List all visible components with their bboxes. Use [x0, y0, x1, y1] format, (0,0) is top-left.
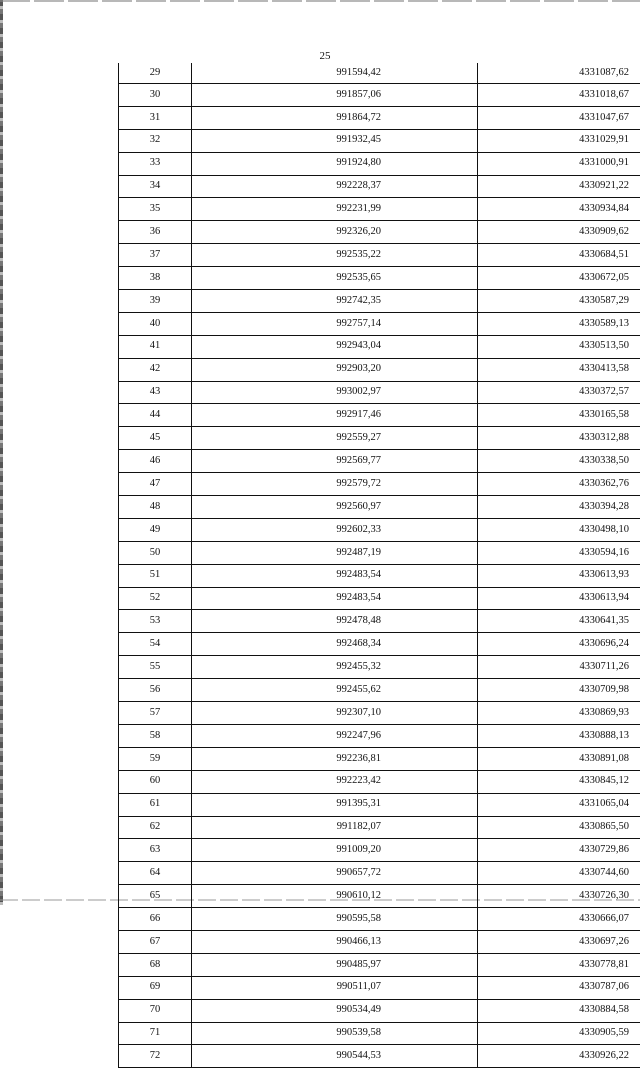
y-coordinate-cell: 4330394,28 — [478, 496, 640, 519]
table-row — [119, 496, 640, 519]
y-coordinate-cell: 4330697,26 — [478, 930, 640, 953]
table-row — [119, 702, 640, 725]
page-number: 25 — [300, 50, 350, 62]
point-number-cell: 53 — [119, 610, 192, 633]
x-coordinate-cell: 991924,80 — [192, 152, 478, 175]
point-number-cell: 60 — [119, 770, 192, 793]
y-coordinate-cell: 4330744,60 — [478, 862, 640, 885]
point-number-cell: 34 — [119, 175, 192, 198]
x-coordinate-cell: 991009,20 — [192, 839, 478, 862]
point-number-cell: 37 — [119, 244, 192, 267]
x-coordinate-cell: 990657,72 — [192, 862, 478, 885]
x-coordinate-cell: 992307,10 — [192, 702, 478, 725]
y-coordinate-cell: 4330587,29 — [478, 290, 640, 313]
x-coordinate-cell: 992535,65 — [192, 267, 478, 290]
y-coordinate-cell: 4330869,93 — [478, 702, 640, 725]
table-row — [119, 63, 640, 84]
table-row — [119, 976, 640, 999]
table-row — [119, 656, 640, 679]
coordinates-table — [118, 63, 640, 1068]
x-coordinate-cell: 992478,48 — [192, 610, 478, 633]
table-row — [119, 541, 640, 564]
x-coordinate-cell: 992742,35 — [192, 290, 478, 313]
x-coordinate-cell: 992231,99 — [192, 198, 478, 221]
point-number-cell: 39 — [119, 290, 192, 313]
x-coordinate-cell: 992903,20 — [192, 358, 478, 381]
y-coordinate-cell: 4330589,13 — [478, 312, 640, 335]
x-coordinate-cell: 992455,32 — [192, 656, 478, 679]
point-number-cell: 55 — [119, 656, 192, 679]
point-number-cell: 69 — [119, 976, 192, 999]
y-coordinate-cell: 4330666,07 — [478, 908, 640, 931]
y-coordinate-cell: 4330865,50 — [478, 816, 640, 839]
y-coordinate-cell: 4330905,59 — [478, 1022, 640, 1045]
x-coordinate-cell: 992236,81 — [192, 747, 478, 770]
y-coordinate-cell: 4330891,08 — [478, 747, 640, 770]
point-number-cell: 32 — [119, 129, 192, 152]
point-number-cell: 68 — [119, 953, 192, 976]
x-coordinate-cell: 991395,31 — [192, 793, 478, 816]
point-number-cell: 62 — [119, 816, 192, 839]
table-row — [119, 724, 640, 747]
point-number-cell: 71 — [119, 1022, 192, 1045]
point-number-cell: 33 — [119, 152, 192, 175]
x-coordinate-cell: 990544,53 — [192, 1045, 478, 1068]
x-coordinate-cell: 992247,96 — [192, 724, 478, 747]
point-number-cell: 61 — [119, 793, 192, 816]
y-coordinate-cell: 4330778,81 — [478, 953, 640, 976]
table-row — [119, 999, 640, 1022]
x-coordinate-cell: 992579,72 — [192, 473, 478, 496]
table-row — [119, 770, 640, 793]
x-coordinate-cell: 991182,07 — [192, 816, 478, 839]
x-coordinate-cell: 992560,97 — [192, 496, 478, 519]
y-coordinate-cell: 4330696,24 — [478, 633, 640, 656]
point-number-cell: 58 — [119, 724, 192, 747]
y-coordinate-cell: 4330888,13 — [478, 724, 640, 747]
x-coordinate-cell: 992468,34 — [192, 633, 478, 656]
point-number-cell: 56 — [119, 679, 192, 702]
y-coordinate-cell: 4330711,26 — [478, 656, 640, 679]
table-row — [119, 793, 640, 816]
point-number-cell: 44 — [119, 404, 192, 427]
scan-edge-top — [0, 0, 640, 2]
x-coordinate-cell: 992483,54 — [192, 564, 478, 587]
table-row — [119, 221, 640, 244]
table-row — [119, 152, 640, 175]
point-number-cell: 57 — [119, 702, 192, 725]
point-number-cell: 43 — [119, 381, 192, 404]
table-row — [119, 816, 640, 839]
x-coordinate-cell: 992757,14 — [192, 312, 478, 335]
x-coordinate-cell: 992569,77 — [192, 450, 478, 473]
point-number-cell: 38 — [119, 267, 192, 290]
point-number-cell: 48 — [119, 496, 192, 519]
point-number-cell: 47 — [119, 473, 192, 496]
y-coordinate-cell: 4330594,16 — [478, 541, 640, 564]
y-coordinate-cell: 4330845,12 — [478, 770, 640, 793]
table-row — [119, 885, 640, 908]
point-number-cell: 51 — [119, 564, 192, 587]
x-coordinate-cell: 992487,19 — [192, 541, 478, 564]
y-coordinate-cell: 4331029,91 — [478, 129, 640, 152]
table-row — [119, 633, 640, 656]
point-number-cell: 66 — [119, 908, 192, 931]
y-coordinate-cell: 4330672,05 — [478, 267, 640, 290]
table-row — [119, 290, 640, 313]
table-row — [119, 244, 640, 267]
table-row — [119, 953, 640, 976]
x-coordinate-cell: 992455,62 — [192, 679, 478, 702]
y-coordinate-cell: 4330926,22 — [478, 1045, 640, 1068]
y-coordinate-cell: 4330362,76 — [478, 473, 640, 496]
y-coordinate-cell: 4330921,22 — [478, 175, 640, 198]
table-row — [119, 358, 640, 381]
table-row — [119, 450, 640, 473]
x-coordinate-cell: 990610,12 — [192, 885, 478, 908]
table-row — [119, 839, 640, 862]
x-coordinate-cell: 992602,33 — [192, 518, 478, 541]
y-coordinate-cell: 4330726,30 — [478, 885, 640, 908]
table-row — [119, 473, 640, 496]
point-number-cell: 49 — [119, 518, 192, 541]
point-number-cell: 45 — [119, 427, 192, 450]
x-coordinate-cell: 990485,97 — [192, 953, 478, 976]
table-row — [119, 518, 640, 541]
x-coordinate-cell: 992228,37 — [192, 175, 478, 198]
point-number-cell: 46 — [119, 450, 192, 473]
y-coordinate-cell: 4330641,35 — [478, 610, 640, 633]
x-coordinate-cell: 991864,72 — [192, 106, 478, 129]
y-coordinate-cell: 4331000,91 — [478, 152, 640, 175]
table-row — [119, 84, 640, 107]
y-coordinate-cell: 4330613,93 — [478, 564, 640, 587]
y-coordinate-cell: 4331087,62 — [478, 63, 640, 84]
y-coordinate-cell: 4330909,62 — [478, 221, 640, 244]
table-row — [119, 106, 640, 129]
y-coordinate-cell: 4330613,94 — [478, 587, 640, 610]
point-number-cell: 70 — [119, 999, 192, 1022]
y-coordinate-cell: 4330413,58 — [478, 358, 640, 381]
table-row — [119, 1045, 640, 1068]
y-coordinate-cell: 4331047,67 — [478, 106, 640, 129]
point-number-cell: 30 — [119, 84, 192, 107]
x-coordinate-cell: 992483,54 — [192, 587, 478, 610]
table-row — [119, 587, 640, 610]
y-coordinate-cell: 4330498,10 — [478, 518, 640, 541]
y-coordinate-cell: 4330709,98 — [478, 679, 640, 702]
point-number-cell: 54 — [119, 633, 192, 656]
table-row — [119, 1022, 640, 1045]
y-coordinate-cell: 4330684,51 — [478, 244, 640, 267]
x-coordinate-cell: 990595,58 — [192, 908, 478, 931]
x-coordinate-cell: 990511,07 — [192, 976, 478, 999]
point-number-cell: 42 — [119, 358, 192, 381]
y-coordinate-cell: 4330165,58 — [478, 404, 640, 427]
y-coordinate-cell: 4330372,57 — [478, 381, 640, 404]
point-number-cell: 64 — [119, 862, 192, 885]
point-number-cell: 36 — [119, 221, 192, 244]
x-coordinate-cell: 990466,13 — [192, 930, 478, 953]
y-coordinate-cell: 4330338,50 — [478, 450, 640, 473]
table-row — [119, 747, 640, 770]
table-row — [119, 267, 640, 290]
x-coordinate-cell: 991857,06 — [192, 84, 478, 107]
x-coordinate-cell: 992917,46 — [192, 404, 478, 427]
x-coordinate-cell: 992535,22 — [192, 244, 478, 267]
x-coordinate-cell: 991932,45 — [192, 129, 478, 152]
y-coordinate-cell: 4330787,06 — [478, 976, 640, 999]
y-coordinate-cell: 4330729,86 — [478, 839, 640, 862]
table-row — [119, 564, 640, 587]
x-coordinate-cell: 992326,20 — [192, 221, 478, 244]
table-row — [119, 312, 640, 335]
scan-edge-left — [0, 0, 3, 905]
point-number-cell: 65 — [119, 885, 192, 908]
table-row — [119, 610, 640, 633]
x-coordinate-cell: 992223,42 — [192, 770, 478, 793]
table-row — [119, 129, 640, 152]
y-coordinate-cell: 4330934,84 — [478, 198, 640, 221]
x-coordinate-cell: 993002,97 — [192, 381, 478, 404]
table-row — [119, 175, 640, 198]
y-coordinate-cell: 4331018,67 — [478, 84, 640, 107]
table-row — [119, 198, 640, 221]
point-number-cell: 67 — [119, 930, 192, 953]
coordinates-table-body — [119, 63, 640, 1068]
x-coordinate-cell: 990534,49 — [192, 999, 478, 1022]
x-coordinate-cell: 990539,58 — [192, 1022, 478, 1045]
point-number-cell: 59 — [119, 747, 192, 770]
table-row — [119, 908, 640, 931]
y-coordinate-cell: 4331065,04 — [478, 793, 640, 816]
point-number-cell: 41 — [119, 335, 192, 358]
point-number-cell: 31 — [119, 106, 192, 129]
table-row — [119, 335, 640, 358]
point-number-cell: 35 — [119, 198, 192, 221]
point-number-cell: 50 — [119, 541, 192, 564]
x-coordinate-cell: 991594,42 — [192, 63, 478, 84]
table-row — [119, 404, 640, 427]
table-row — [119, 381, 640, 404]
point-number-cell: 72 — [119, 1045, 192, 1068]
y-coordinate-cell: 4330312,88 — [478, 427, 640, 450]
y-coordinate-cell: 4330884,58 — [478, 999, 640, 1022]
point-number-cell: 63 — [119, 839, 192, 862]
y-coordinate-cell: 4330513,50 — [478, 335, 640, 358]
x-coordinate-cell: 992943,04 — [192, 335, 478, 358]
point-number-cell: 52 — [119, 587, 192, 610]
x-coordinate-cell: 992559,27 — [192, 427, 478, 450]
table-row — [119, 930, 640, 953]
table-row — [119, 427, 640, 450]
table-row — [119, 862, 640, 885]
table-row — [119, 679, 640, 702]
point-number-cell: 40 — [119, 312, 192, 335]
point-number-cell: 29 — [119, 63, 192, 84]
